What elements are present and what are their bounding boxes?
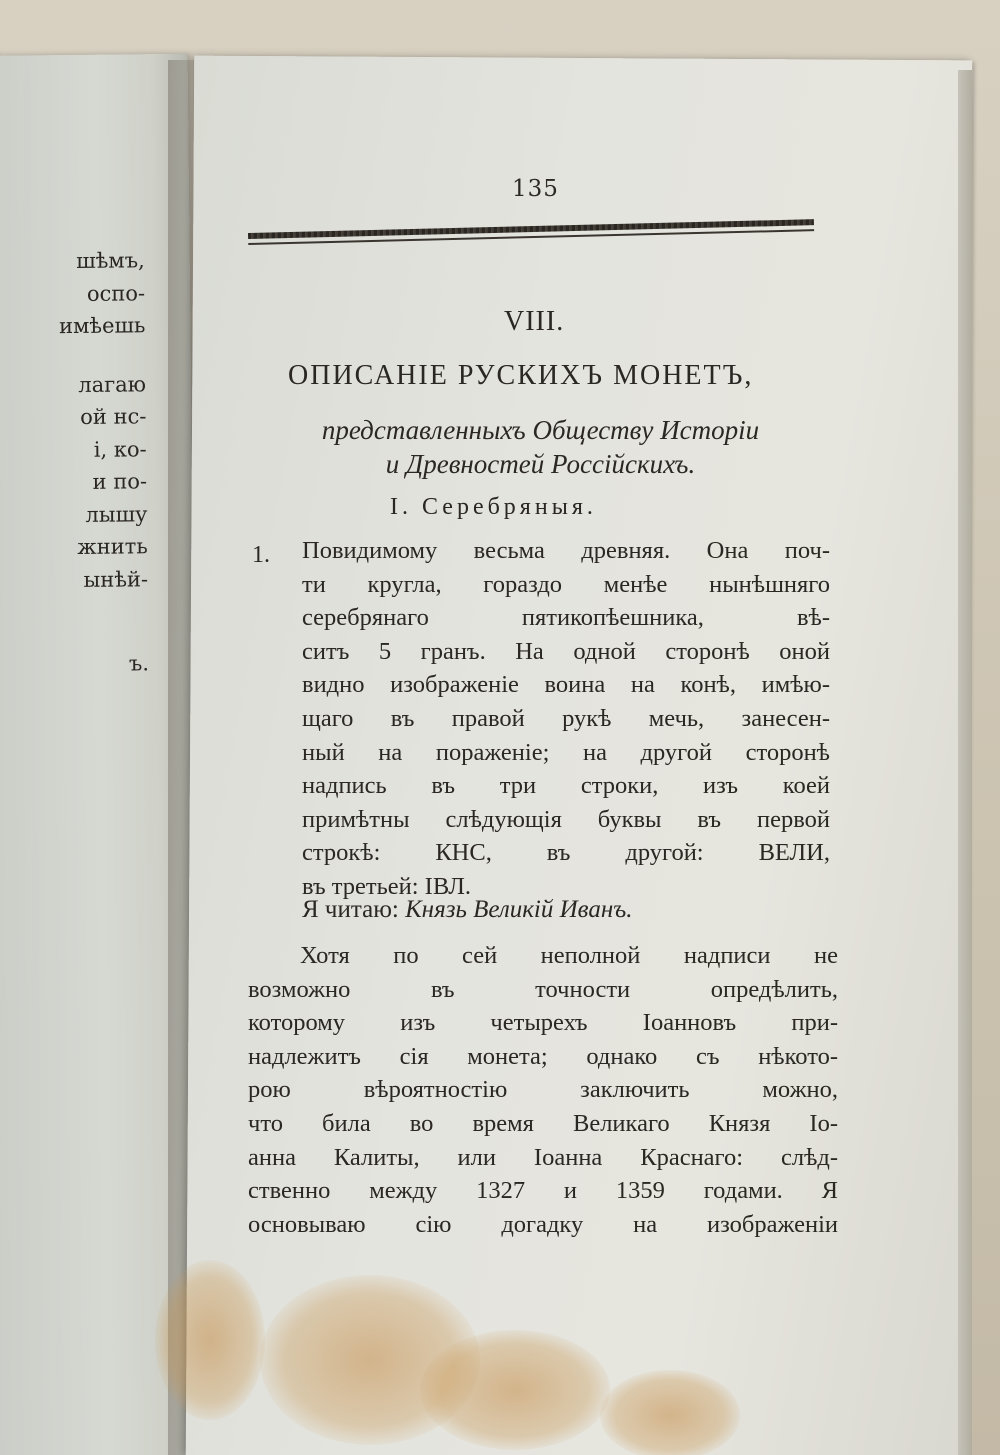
text-line: рою вѣроятностію заключить можно, <box>248 1076 838 1104</box>
paragraph-attribution <box>248 939 838 1241</box>
subtitle-line: представленныхъ Обществу Исторіи <box>321 415 760 445</box>
text-line: ти кругла, гораздо менѣе нынѣшняго <box>302 570 830 598</box>
text-line: надпись въ три строки, изъ коей <box>302 772 830 800</box>
text-line: основываю сію догадку на изображеніи <box>248 1210 838 1238</box>
subtitle-line: и Древностей Россійскихъ. <box>385 449 696 479</box>
text-line: серебрянаго пятикопѣешника, вѣ- <box>302 604 830 632</box>
section-heading: I. Серебряныя. <box>390 494 597 520</box>
chapter-numeral: VIII. <box>504 306 565 337</box>
text-line: анна Калиты, или Іоанна Краснаго: слѣд- <box>248 1143 838 1171</box>
text-line: Повидимому весьма древняя. Она поч- <box>302 537 830 564</box>
left-fragment: лагаю <box>78 371 147 397</box>
left-fragment: ынѣй- <box>83 566 149 592</box>
left-fragment: ой нс- <box>80 404 147 429</box>
text-line: видно изображеніе воина на конѣ, имѣю- <box>302 671 830 699</box>
text-line: строкѣ: КНС, въ другой: ВЕЛИ, <box>302 839 830 867</box>
left-page-text <box>0 244 149 681</box>
text-line: щаго въ правой рукѣ мечь, занесен- <box>302 704 830 732</box>
water-stain <box>155 1260 265 1420</box>
left-fragment: лышу <box>85 501 148 527</box>
text-line: ственно между 1327 и 1359 годами. Я <box>248 1177 838 1205</box>
text-line: примѣтны слѣдующія буквы въ первой <box>302 805 830 833</box>
reading-prefix: Я читаю: <box>302 896 399 923</box>
left-fragment: оспо- <box>86 280 146 306</box>
left-fragment: жнить <box>77 534 148 559</box>
text-line: что била во время Великаго Князя Іо- <box>248 1109 838 1137</box>
text-line: ный на пораженіе; на другой сторонѣ <box>302 738 830 766</box>
water-stain <box>420 1330 610 1450</box>
left-fragment: имѣешь <box>58 313 146 339</box>
chapter-subtitle <box>248 413 833 481</box>
text-line: которому изъ четырехъ Іоанновъ при- <box>248 1009 838 1037</box>
left-fragment: ъ. <box>128 651 150 676</box>
left-fragment: и по- <box>92 469 148 494</box>
text-line: въ третьей: IВЛ. <box>302 872 471 900</box>
reading-line <box>302 896 632 924</box>
chapter-title: ОПИСАНІЕ РУСКИХЪ МОНЕТЪ, <box>288 360 754 391</box>
text-line: возможно въ точности опредѣлить, <box>248 975 838 1003</box>
text-line: надлежитъ сія монета; однако съ нѣкото- <box>248 1042 838 1070</box>
left-fragment: і, ко- <box>93 436 147 462</box>
reading-text: Князь Великій Иванъ. <box>405 896 633 923</box>
page-edge <box>958 70 972 1455</box>
water-stain <box>600 1370 740 1455</box>
paragraph-coin-description <box>302 534 830 904</box>
page-number: 135 <box>512 176 559 202</box>
text-line: ситъ 5 гранъ. На одной сторонѣ оной <box>302 637 830 665</box>
left-fragment: шѣмъ, <box>76 248 145 273</box>
item-numeral: 1. <box>252 542 270 568</box>
text-line: Хотя по сей неполной надписи не <box>300 942 838 969</box>
